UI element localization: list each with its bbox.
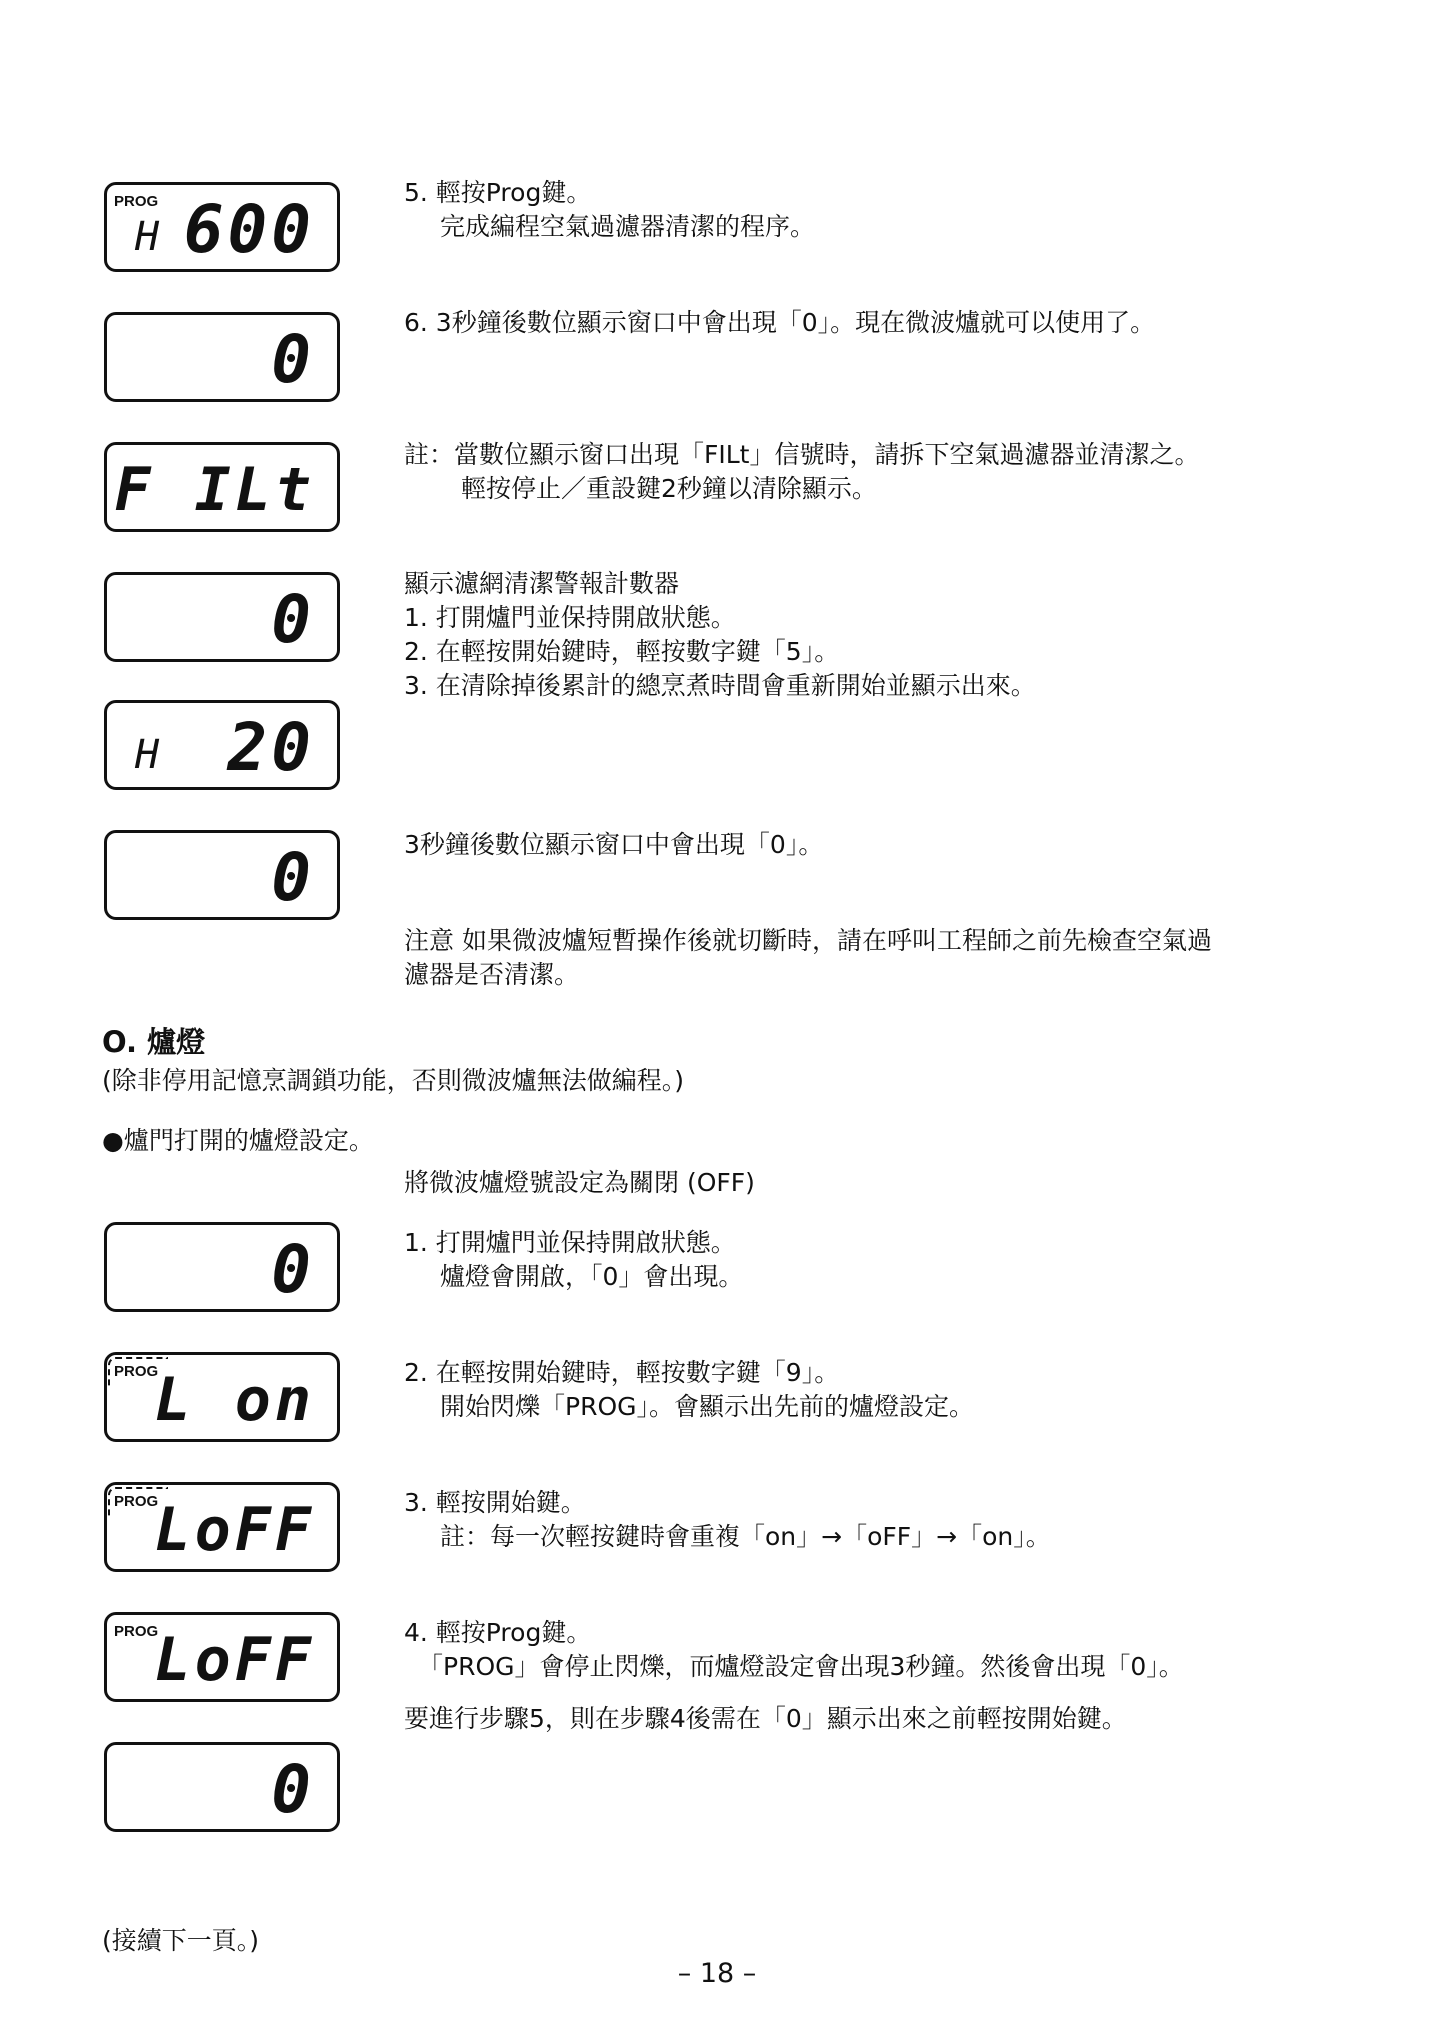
text-line-l5a: 5. 輕按Prog鍵。 xyxy=(404,178,592,207)
lcd-display xyxy=(104,312,340,402)
prog-indicator: PROG xyxy=(114,193,159,210)
text-line-s2b: 開始閃爍「PROG」。會顯示出先前的爐燈設定。 xyxy=(440,1392,974,1421)
text-line-warn2: 濾器是否清潔。 xyxy=(404,960,580,989)
text-line-cont: (接續下一頁。) xyxy=(102,1926,260,1955)
text-line-cnt1: 1. 打開爐門並保持開啟狀態。 xyxy=(404,603,736,632)
page-number: – 18 – xyxy=(677,1958,757,1989)
text-line-note2: 輕按停止／重設鍵2秒鐘以清除顯示。 xyxy=(461,474,877,503)
section-heading: O. 爐燈 xyxy=(102,1025,206,1059)
text-line-s2a: 2. 在輕按開始鍵時，輕按數字鍵「9」。 xyxy=(404,1358,840,1387)
lcd-display xyxy=(104,442,340,532)
text-line-bullet: ●爐門打開的爐燈設定。 xyxy=(102,1126,374,1155)
lcd-digits: 600 xyxy=(183,191,315,268)
text-line-s3b: 註：每一次輕按鍵時會重複「on」→「oFF」→「on」。 xyxy=(440,1522,1051,1551)
text-line-cnt2: 2. 在輕按開始鍵時，輕按數字鍵「5」。 xyxy=(404,637,840,666)
lcd-digits: LoFF xyxy=(154,1625,315,1695)
lcd-display xyxy=(104,572,340,662)
lcd-digits: 0 xyxy=(271,1231,315,1308)
text-line-note1: 註：當數位顯示窗口出現「FILt」信號時，請拆下空氣過濾器並清潔之。 xyxy=(404,440,1200,469)
lcd-display xyxy=(104,1222,340,1312)
lcd-digits: 0 xyxy=(271,321,315,398)
lcd-digits: F ILt xyxy=(114,455,315,525)
text-line-l6: 6. 3秒鐘後數位顯示窗口中會出現「0」。現在微波爐就可以使用了。 xyxy=(404,308,1156,337)
lcd-display xyxy=(104,182,340,272)
lcd-digits: LoFF xyxy=(154,1495,315,1565)
text-line-three: 3秒鐘後數位顯示窗口中會出現「0」。 xyxy=(404,830,824,859)
text-line-s5: 要進行步驟5，則在步驟4後需在「0」顯示出來之前輕按開始鍵。 xyxy=(404,1704,1127,1733)
text-line-cnt3: 3. 在清除掉後累計的總烹煮時間會重新開始並顯示出來。 xyxy=(404,671,1036,700)
text-line-cnt_t: 顯示濾網清潔警報計數器 xyxy=(404,569,680,598)
lcd-left-symbol: H xyxy=(135,732,160,778)
lcd-display xyxy=(104,1742,340,1832)
prog-indicator-flashing: PROG xyxy=(114,1363,159,1380)
prog-indicator: PROG xyxy=(114,1623,159,1640)
lcd-digits: 0 xyxy=(271,581,315,658)
text-line-s1b: 爐燈會開啟，「0」會出現。 xyxy=(440,1262,744,1291)
lcd-display xyxy=(104,1352,340,1442)
lcd-digits: 20 xyxy=(227,709,315,786)
text-line-l5b: 完成編程空氣過濾器清潔的程序。 xyxy=(440,212,816,241)
lcd-display xyxy=(104,1482,340,1572)
text-line-warn1: 注意 如果微波爐短暫操作後就切斷時，請在呼叫工程師之前先檢查空氣過 xyxy=(404,926,1212,955)
lcd-display xyxy=(104,1612,340,1702)
lcd-left-symbol: H xyxy=(135,214,160,260)
text-line-sub: (除非停用記憶烹調鎖功能，否則微波爐無法做編程。) xyxy=(102,1066,685,1095)
lcd-display xyxy=(104,700,340,790)
lcd-display xyxy=(104,830,340,920)
text-line-s4b: 「PROG」會停止閃爍，而爐燈設定會出現3秒鐘。然後會出現「0」。 xyxy=(418,1652,1184,1681)
text-line-s3a: 3. 輕按開始鍵。 xyxy=(404,1488,586,1517)
lcd-digits: 0 xyxy=(271,839,315,916)
text-line-off: 將微波爐燈號設定為關閉 (OFF) xyxy=(404,1168,755,1197)
lcd-digits: L on xyxy=(154,1365,315,1435)
text-line-s1a: 1. 打開爐門並保持開啟狀態。 xyxy=(404,1228,736,1257)
prog-indicator-flashing: PROG xyxy=(114,1493,159,1510)
text-line-s4a: 4. 輕按Prog鍵。 xyxy=(404,1618,592,1647)
lcd-digits: 0 xyxy=(271,1751,315,1828)
